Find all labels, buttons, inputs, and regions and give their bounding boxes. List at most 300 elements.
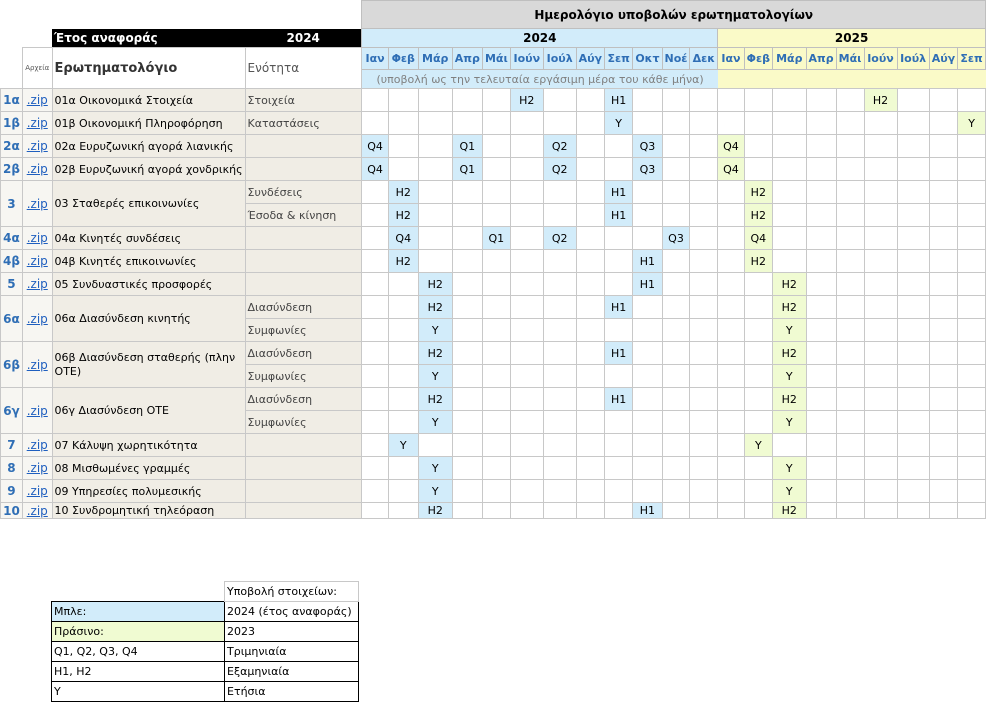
schedule-cell[interactable]: [543, 319, 576, 342]
schedule-cell[interactable]: [958, 388, 986, 411]
schedule-cell[interactable]: [510, 388, 543, 411]
schedule-cell[interactable]: [773, 227, 807, 250]
schedule-cell[interactable]: [362, 250, 388, 273]
schedule-cell[interactable]: [633, 342, 662, 365]
schedule-cell[interactable]: [633, 480, 662, 503]
schedule-cell[interactable]: [418, 227, 452, 250]
schedule-cell[interactable]: [633, 388, 662, 411]
schedule-cell[interactable]: [773, 204, 807, 227]
schedule-cell[interactable]: [605, 503, 633, 519]
schedule-cell[interactable]: [482, 181, 510, 204]
schedule-cell[interactable]: [958, 480, 986, 503]
schedule-cell[interactable]: [482, 204, 510, 227]
schedule-cell[interactable]: [482, 434, 510, 457]
schedule-cell[interactable]: [744, 411, 772, 434]
schedule-cell[interactable]: H2: [744, 250, 772, 273]
schedule-cell[interactable]: [543, 411, 576, 434]
schedule-cell[interactable]: [362, 112, 388, 135]
schedule-cell[interactable]: [718, 411, 744, 434]
schedule-cell[interactable]: [864, 135, 897, 158]
zip-download-link[interactable]: .zip: [22, 480, 52, 503]
schedule-cell[interactable]: [510, 503, 543, 519]
schedule-cell[interactable]: [662, 503, 690, 519]
zip-download-link[interactable]: .zip: [22, 296, 52, 342]
schedule-cell[interactable]: [806, 411, 836, 434]
schedule-cell[interactable]: [744, 273, 772, 296]
schedule-cell[interactable]: [388, 503, 418, 519]
schedule-cell[interactable]: [864, 342, 897, 365]
schedule-cell[interactable]: [543, 503, 576, 519]
schedule-cell[interactable]: [773, 250, 807, 273]
schedule-cell[interactable]: [452, 250, 482, 273]
schedule-cell[interactable]: [662, 135, 690, 158]
schedule-cell[interactable]: [897, 227, 929, 250]
schedule-cell[interactable]: [510, 158, 543, 181]
schedule-cell[interactable]: [864, 388, 897, 411]
schedule-cell[interactable]: [897, 503, 929, 519]
schedule-cell[interactable]: [633, 296, 662, 319]
schedule-cell[interactable]: [806, 342, 836, 365]
schedule-cell[interactable]: [633, 457, 662, 480]
schedule-cell[interactable]: [452, 365, 482, 388]
schedule-cell[interactable]: H2: [418, 273, 452, 296]
schedule-cell[interactable]: [543, 273, 576, 296]
schedule-cell[interactable]: [958, 296, 986, 319]
schedule-cell[interactable]: Q1: [452, 158, 482, 181]
schedule-cell[interactable]: Q4: [362, 158, 388, 181]
schedule-cell[interactable]: [452, 457, 482, 480]
schedule-cell[interactable]: [806, 273, 836, 296]
schedule-cell[interactable]: [510, 112, 543, 135]
schedule-cell[interactable]: [718, 434, 744, 457]
schedule-cell[interactable]: [510, 434, 543, 457]
schedule-cell[interactable]: [452, 181, 482, 204]
schedule-cell[interactable]: [633, 112, 662, 135]
schedule-cell[interactable]: [690, 457, 718, 480]
schedule-cell[interactable]: [452, 296, 482, 319]
schedule-cell[interactable]: [576, 365, 604, 388]
schedule-cell[interactable]: [388, 411, 418, 434]
schedule-cell[interactable]: [662, 319, 690, 342]
schedule-cell[interactable]: [362, 273, 388, 296]
schedule-cell[interactable]: [452, 227, 482, 250]
schedule-cell[interactable]: [897, 204, 929, 227]
schedule-cell[interactable]: Q4: [718, 135, 744, 158]
schedule-cell[interactable]: [605, 135, 633, 158]
schedule-cell[interactable]: [897, 319, 929, 342]
schedule-cell[interactable]: [744, 503, 772, 519]
schedule-cell[interactable]: [510, 480, 543, 503]
schedule-cell[interactable]: [633, 365, 662, 388]
schedule-cell[interactable]: H2: [510, 89, 543, 112]
schedule-cell[interactable]: [897, 250, 929, 273]
schedule-cell[interactable]: H2: [388, 250, 418, 273]
schedule-cell[interactable]: H1: [605, 181, 633, 204]
schedule-cell[interactable]: H1: [605, 296, 633, 319]
schedule-cell[interactable]: [388, 457, 418, 480]
schedule-cell[interactable]: [806, 319, 836, 342]
schedule-cell[interactable]: [576, 89, 604, 112]
schedule-cell[interactable]: [543, 457, 576, 480]
schedule-cell[interactable]: [744, 158, 772, 181]
schedule-cell[interactable]: Q4: [744, 227, 772, 250]
schedule-cell[interactable]: [836, 296, 864, 319]
schedule-cell[interactable]: Q2: [543, 227, 576, 250]
schedule-cell[interactable]: [510, 273, 543, 296]
schedule-cell[interactable]: H1: [605, 342, 633, 365]
schedule-cell[interactable]: [452, 319, 482, 342]
schedule-cell[interactable]: [510, 227, 543, 250]
schedule-cell[interactable]: [718, 503, 744, 519]
schedule-cell[interactable]: [418, 434, 452, 457]
schedule-cell[interactable]: [418, 250, 452, 273]
schedule-cell[interactable]: H2: [773, 296, 807, 319]
schedule-cell[interactable]: [690, 388, 718, 411]
schedule-cell[interactable]: [605, 434, 633, 457]
schedule-cell[interactable]: [388, 342, 418, 365]
schedule-cell[interactable]: [362, 434, 388, 457]
schedule-cell[interactable]: [864, 204, 897, 227]
schedule-cell[interactable]: [690, 181, 718, 204]
schedule-cell[interactable]: [897, 112, 929, 135]
schedule-cell[interactable]: [836, 204, 864, 227]
schedule-cell[interactable]: H1: [605, 89, 633, 112]
schedule-cell[interactable]: [690, 480, 718, 503]
schedule-cell[interactable]: [744, 112, 772, 135]
schedule-cell[interactable]: Q2: [543, 158, 576, 181]
schedule-cell[interactable]: [543, 181, 576, 204]
schedule-cell[interactable]: [690, 204, 718, 227]
schedule-cell[interactable]: [929, 273, 957, 296]
zip-download-link[interactable]: .zip: [22, 503, 52, 519]
schedule-cell[interactable]: [744, 388, 772, 411]
schedule-cell[interactable]: [864, 296, 897, 319]
schedule-cell[interactable]: H1: [633, 273, 662, 296]
schedule-cell[interactable]: [362, 480, 388, 503]
schedule-cell[interactable]: [744, 342, 772, 365]
schedule-cell[interactable]: [836, 273, 864, 296]
schedule-cell[interactable]: [510, 135, 543, 158]
ref-year-value[interactable]: 2024: [245, 29, 362, 48]
schedule-cell[interactable]: Q4: [362, 135, 388, 158]
zip-download-link[interactable]: .zip: [22, 457, 52, 480]
schedule-cell[interactable]: [718, 89, 744, 112]
schedule-cell[interactable]: [929, 89, 957, 112]
schedule-cell[interactable]: [418, 112, 452, 135]
schedule-cell[interactable]: Y: [773, 365, 807, 388]
schedule-cell[interactable]: [633, 434, 662, 457]
schedule-cell[interactable]: [806, 250, 836, 273]
schedule-cell[interactable]: Y: [605, 112, 633, 135]
schedule-cell[interactable]: [929, 503, 957, 519]
schedule-cell[interactable]: [418, 158, 452, 181]
zip-download-link[interactable]: .zip: [22, 434, 52, 457]
schedule-cell[interactable]: [744, 296, 772, 319]
schedule-cell[interactable]: [958, 204, 986, 227]
schedule-cell[interactable]: [773, 112, 807, 135]
schedule-cell[interactable]: [633, 227, 662, 250]
schedule-cell[interactable]: [482, 89, 510, 112]
schedule-cell[interactable]: [576, 503, 604, 519]
schedule-cell[interactable]: [773, 158, 807, 181]
schedule-cell[interactable]: [897, 480, 929, 503]
schedule-cell[interactable]: [690, 250, 718, 273]
schedule-cell[interactable]: [482, 503, 510, 519]
schedule-cell[interactable]: [576, 296, 604, 319]
schedule-cell[interactable]: [452, 89, 482, 112]
schedule-cell[interactable]: [362, 365, 388, 388]
schedule-cell[interactable]: [718, 388, 744, 411]
schedule-cell[interactable]: [929, 457, 957, 480]
schedule-cell[interactable]: [510, 181, 543, 204]
schedule-cell[interactable]: [576, 112, 604, 135]
schedule-cell[interactable]: Y: [773, 319, 807, 342]
schedule-cell[interactable]: [836, 503, 864, 519]
schedule-cell[interactable]: H2: [864, 89, 897, 112]
schedule-cell[interactable]: [605, 227, 633, 250]
schedule-cell[interactable]: [897, 296, 929, 319]
schedule-cell[interactable]: [605, 365, 633, 388]
schedule-cell[interactable]: [510, 365, 543, 388]
schedule-cell[interactable]: [718, 112, 744, 135]
schedule-cell[interactable]: [576, 204, 604, 227]
schedule-cell[interactable]: [836, 319, 864, 342]
schedule-cell[interactable]: [452, 204, 482, 227]
schedule-cell[interactable]: [929, 365, 957, 388]
schedule-cell[interactable]: [897, 457, 929, 480]
schedule-cell[interactable]: [388, 112, 418, 135]
zip-download-link[interactable]: .zip: [22, 250, 52, 273]
schedule-cell[interactable]: [897, 89, 929, 112]
schedule-cell[interactable]: H2: [773, 388, 807, 411]
schedule-cell[interactable]: [836, 112, 864, 135]
schedule-cell[interactable]: [388, 480, 418, 503]
schedule-cell[interactable]: [576, 181, 604, 204]
schedule-cell[interactable]: [388, 388, 418, 411]
schedule-cell[interactable]: [718, 365, 744, 388]
schedule-cell[interactable]: [662, 204, 690, 227]
schedule-cell[interactable]: [864, 112, 897, 135]
schedule-cell[interactable]: [662, 411, 690, 434]
schedule-cell[interactable]: [482, 411, 510, 434]
schedule-cell[interactable]: [662, 457, 690, 480]
schedule-cell[interactable]: [690, 434, 718, 457]
schedule-cell[interactable]: [744, 89, 772, 112]
schedule-cell[interactable]: [744, 365, 772, 388]
schedule-cell[interactable]: [482, 365, 510, 388]
schedule-cell[interactable]: [482, 319, 510, 342]
schedule-cell[interactable]: [482, 457, 510, 480]
schedule-cell[interactable]: [576, 434, 604, 457]
schedule-cell[interactable]: [929, 135, 957, 158]
schedule-cell[interactable]: [482, 112, 510, 135]
schedule-cell[interactable]: H2: [418, 503, 452, 519]
schedule-cell[interactable]: [929, 480, 957, 503]
schedule-cell[interactable]: Y: [744, 434, 772, 457]
schedule-cell[interactable]: Y: [418, 480, 452, 503]
schedule-cell[interactable]: [482, 158, 510, 181]
schedule-cell[interactable]: [662, 250, 690, 273]
schedule-cell[interactable]: [690, 296, 718, 319]
schedule-cell[interactable]: Q3: [633, 158, 662, 181]
schedule-cell[interactable]: [576, 457, 604, 480]
schedule-cell[interactable]: [388, 296, 418, 319]
schedule-cell[interactable]: [605, 411, 633, 434]
schedule-cell[interactable]: [633, 319, 662, 342]
schedule-cell[interactable]: [718, 204, 744, 227]
schedule-cell[interactable]: [510, 296, 543, 319]
zip-download-link[interactable]: .zip: [22, 342, 52, 388]
schedule-cell[interactable]: [418, 89, 452, 112]
schedule-cell[interactable]: Q3: [662, 227, 690, 250]
schedule-cell[interactable]: [690, 112, 718, 135]
schedule-cell[interactable]: [362, 457, 388, 480]
schedule-cell[interactable]: [362, 388, 388, 411]
schedule-cell[interactable]: [633, 181, 662, 204]
schedule-cell[interactable]: [718, 342, 744, 365]
schedule-cell[interactable]: H2: [418, 296, 452, 319]
schedule-cell[interactable]: [662, 365, 690, 388]
schedule-cell[interactable]: [576, 411, 604, 434]
schedule-cell[interactable]: [806, 457, 836, 480]
schedule-cell[interactable]: [958, 158, 986, 181]
schedule-cell[interactable]: [864, 227, 897, 250]
schedule-cell[interactable]: [662, 296, 690, 319]
schedule-cell[interactable]: [836, 457, 864, 480]
schedule-cell[interactable]: [482, 250, 510, 273]
schedule-cell[interactable]: [718, 480, 744, 503]
schedule-cell[interactable]: Q1: [482, 227, 510, 250]
schedule-cell[interactable]: [897, 411, 929, 434]
schedule-cell[interactable]: [744, 480, 772, 503]
schedule-cell[interactable]: [929, 296, 957, 319]
schedule-cell[interactable]: [690, 319, 718, 342]
schedule-cell[interactable]: [418, 204, 452, 227]
schedule-cell[interactable]: [864, 158, 897, 181]
schedule-cell[interactable]: [605, 480, 633, 503]
schedule-cell[interactable]: [929, 112, 957, 135]
schedule-cell[interactable]: [958, 503, 986, 519]
schedule-cell[interactable]: [897, 434, 929, 457]
schedule-cell[interactable]: [864, 503, 897, 519]
schedule-cell[interactable]: [510, 319, 543, 342]
schedule-cell[interactable]: H2: [744, 181, 772, 204]
schedule-cell[interactable]: [482, 480, 510, 503]
schedule-cell[interactable]: [690, 365, 718, 388]
schedule-cell[interactable]: [806, 204, 836, 227]
schedule-cell[interactable]: [662, 480, 690, 503]
schedule-cell[interactable]: [362, 319, 388, 342]
schedule-cell[interactable]: [836, 135, 864, 158]
schedule-cell[interactable]: [543, 480, 576, 503]
schedule-cell[interactable]: [482, 135, 510, 158]
schedule-cell[interactable]: [388, 365, 418, 388]
schedule-cell[interactable]: [897, 181, 929, 204]
schedule-cell[interactable]: [958, 250, 986, 273]
schedule-cell[interactable]: Q1: [452, 135, 482, 158]
schedule-cell[interactable]: [958, 227, 986, 250]
zip-download-link[interactable]: .zip: [22, 227, 52, 250]
schedule-cell[interactable]: [690, 273, 718, 296]
schedule-cell[interactable]: Q4: [718, 158, 744, 181]
schedule-cell[interactable]: [662, 273, 690, 296]
schedule-cell[interactable]: [362, 89, 388, 112]
schedule-cell[interactable]: [418, 135, 452, 158]
schedule-cell[interactable]: [958, 457, 986, 480]
schedule-cell[interactable]: Y: [388, 434, 418, 457]
zip-download-link[interactable]: .zip: [22, 112, 52, 135]
schedule-cell[interactable]: [864, 411, 897, 434]
schedule-cell[interactable]: [576, 480, 604, 503]
schedule-cell[interactable]: [718, 273, 744, 296]
schedule-cell[interactable]: Q4: [388, 227, 418, 250]
schedule-cell[interactable]: [543, 365, 576, 388]
schedule-cell[interactable]: [576, 319, 604, 342]
schedule-cell[interactable]: [864, 273, 897, 296]
schedule-cell[interactable]: [958, 135, 986, 158]
schedule-cell[interactable]: [362, 411, 388, 434]
schedule-cell[interactable]: [864, 250, 897, 273]
zip-download-link[interactable]: .zip: [22, 273, 52, 296]
schedule-cell[interactable]: [482, 342, 510, 365]
schedule-cell[interactable]: [388, 273, 418, 296]
schedule-cell[interactable]: [662, 388, 690, 411]
zip-download-link[interactable]: .zip: [22, 388, 52, 434]
schedule-cell[interactable]: [362, 181, 388, 204]
schedule-cell[interactable]: H2: [744, 204, 772, 227]
schedule-cell[interactable]: [836, 480, 864, 503]
schedule-cell[interactable]: [576, 273, 604, 296]
schedule-cell[interactable]: Y: [418, 457, 452, 480]
schedule-cell[interactable]: [958, 342, 986, 365]
schedule-cell[interactable]: [576, 388, 604, 411]
schedule-cell[interactable]: Y: [773, 480, 807, 503]
schedule-cell[interactable]: H1: [605, 204, 633, 227]
schedule-cell[interactable]: [543, 296, 576, 319]
schedule-cell[interactable]: [482, 296, 510, 319]
schedule-cell[interactable]: [806, 365, 836, 388]
schedule-cell[interactable]: [836, 158, 864, 181]
schedule-cell[interactable]: [806, 158, 836, 181]
schedule-cell[interactable]: [543, 342, 576, 365]
schedule-cell[interactable]: [543, 112, 576, 135]
schedule-cell[interactable]: [718, 319, 744, 342]
schedule-cell[interactable]: Y: [958, 112, 986, 135]
schedule-cell[interactable]: H1: [633, 503, 662, 519]
schedule-cell[interactable]: [929, 227, 957, 250]
schedule-cell[interactable]: [929, 181, 957, 204]
schedule-cell[interactable]: [897, 135, 929, 158]
schedule-cell[interactable]: [690, 503, 718, 519]
schedule-cell[interactable]: Y: [773, 411, 807, 434]
schedule-cell[interactable]: Y: [773, 457, 807, 480]
schedule-cell[interactable]: [510, 411, 543, 434]
schedule-cell[interactable]: Q2: [543, 135, 576, 158]
schedule-cell[interactable]: [482, 388, 510, 411]
zip-download-link[interactable]: .zip: [22, 158, 52, 181]
schedule-cell[interactable]: [897, 158, 929, 181]
schedule-cell[interactable]: [388, 319, 418, 342]
schedule-cell[interactable]: [605, 319, 633, 342]
schedule-cell[interactable]: [452, 388, 482, 411]
schedule-cell[interactable]: [633, 411, 662, 434]
schedule-cell[interactable]: [452, 480, 482, 503]
schedule-cell[interactable]: [388, 158, 418, 181]
schedule-cell[interactable]: [418, 181, 452, 204]
schedule-cell[interactable]: [806, 112, 836, 135]
schedule-cell[interactable]: [362, 227, 388, 250]
schedule-cell[interactable]: [958, 319, 986, 342]
